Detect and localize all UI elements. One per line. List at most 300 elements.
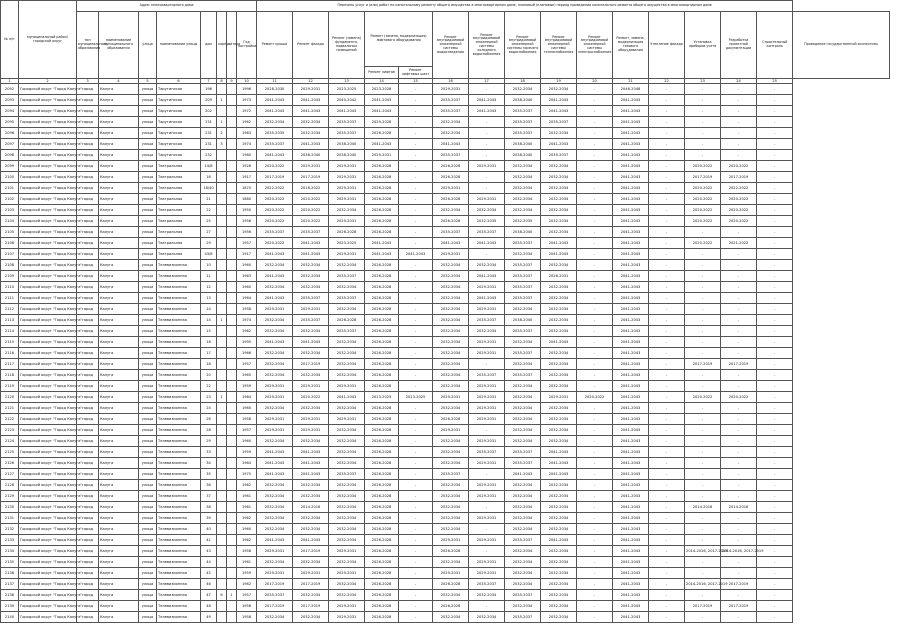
table-cell: 2026-2028 [365, 348, 399, 359]
table-cell: 2014-2016, 2017-2019 [721, 546, 757, 557]
table-cell [227, 238, 237, 249]
table-cell: - [757, 469, 793, 480]
table-cell: 48 [201, 601, 217, 612]
table-cell: 33 [201, 447, 217, 458]
table-cell: 1958 [237, 414, 257, 425]
table-cell: Городской округ "Город Калуга" [19, 183, 77, 194]
table-cell: 2014-2016 [685, 502, 721, 513]
table-cell: - [721, 95, 757, 106]
table-cell: 2041-2043 [541, 337, 577, 348]
table-cell: - [399, 590, 433, 601]
table-cell: - [577, 425, 613, 436]
table-cell: 2032-2034 [541, 524, 577, 535]
table-cell: Тарутинская [157, 139, 201, 150]
table-cell: 2032-2034 [433, 304, 469, 315]
table-cell: 2032-2034 [433, 128, 469, 139]
table-cell: 2032-2034 [541, 436, 577, 447]
table-cell: Калуга [99, 95, 139, 106]
table-cell: 2041-2043 [293, 139, 329, 150]
table-cell: Городской округ "Город Калуга" [19, 227, 77, 238]
table-cell: 2032-2034 [433, 502, 469, 513]
col-num-header: № п/п [1, 1, 19, 79]
table-cell: 2020-2022 [685, 161, 721, 172]
table-cell: Телевизионная [157, 491, 201, 502]
table-cell: 2038-2040 [505, 150, 541, 161]
table-cell: улица [139, 546, 157, 557]
table-cell: 2041-2043 [613, 557, 649, 568]
table-cell: 2017-2019 [721, 579, 757, 590]
table-cell: 2041-2043 [613, 359, 649, 370]
table-cell: улица [139, 403, 157, 414]
table-cell: 2125 [1, 447, 19, 458]
table-row [1, 436, 890, 447]
table-cell: 2026-2028 [365, 436, 399, 447]
table-cell: 2032-2034 [257, 491, 293, 502]
table-cell: 2127 [1, 469, 19, 480]
table-cell: - [685, 458, 721, 469]
table-cell: - [577, 128, 613, 139]
table-cell: - [577, 557, 613, 568]
table-cell: Калуга [99, 304, 139, 315]
table-cell: 2026-2028 [365, 337, 399, 348]
table-cell: 1962 [237, 535, 257, 546]
table-cell: Телевизионная [157, 579, 201, 590]
table-cell [227, 271, 237, 282]
table-cell: 2026-2028 [365, 260, 399, 271]
table-cell: - [649, 568, 685, 579]
table-cell: 2038-2040 [293, 150, 329, 161]
table-cell: - [649, 502, 685, 513]
table-cell: 2029-2031 [329, 546, 365, 557]
table-cell: город [77, 392, 99, 403]
table-cell: город [77, 271, 99, 282]
table-cell [217, 326, 227, 337]
table-cell: Тарутинская [157, 95, 201, 106]
table-cell: 2032-2034 [505, 557, 541, 568]
table-row [1, 480, 890, 491]
table-cell: 2041-2043 [613, 590, 649, 601]
table-cell: 1 [217, 315, 227, 326]
table-cell: 41 [201, 535, 217, 546]
table-cell: 2035-2037 [433, 150, 469, 161]
table-cell: 2026-2028 [365, 546, 399, 557]
table-cell: 2026-2028 [365, 271, 399, 282]
table-cell: - [399, 128, 433, 139]
table-cell: - [399, 447, 433, 458]
table-cell: - [757, 579, 793, 590]
table-cell: 2032-2034 [505, 403, 541, 414]
table-cell: 2041-2043 [613, 337, 649, 348]
table-cell: 2029-2031 [257, 392, 293, 403]
table-cell: - [757, 293, 793, 304]
table-cell: 1962 [237, 117, 257, 128]
table-cell: 2032-2034 [329, 447, 365, 458]
table-cell: 2029-2031 [329, 216, 365, 227]
table-cell: 2041-2043 [257, 249, 293, 260]
table-cell: 2041-2043 [365, 238, 399, 249]
table-cell: 2029-2031 [469, 513, 505, 524]
table-cell: 2032-2034 [329, 304, 365, 315]
table-cell: 2032-2034 [505, 436, 541, 447]
table-cell: 1957 [237, 359, 257, 370]
table-cell [217, 172, 227, 183]
table-cell: улица [139, 436, 157, 447]
table-cell: 202 [201, 106, 217, 117]
table-cell: 2041-2043 [365, 139, 399, 150]
table-cell: Калуга [99, 425, 139, 436]
table-cell: - [721, 568, 757, 579]
table-cell: 2026-2028 [365, 293, 399, 304]
table-cell: 2041-2043 [541, 469, 577, 480]
table-cell: 2138 [1, 590, 19, 601]
table-cell: - [685, 535, 721, 546]
table-cell: улица [139, 480, 157, 491]
table-cell: 22 [201, 205, 217, 216]
table-cell: - [721, 249, 757, 260]
table-cell: 2032-2034 [505, 502, 541, 513]
table-cell: 2032-2034 [541, 546, 577, 557]
table-cell: - [399, 194, 433, 205]
table-cell: город [77, 150, 99, 161]
table-cell: 2041-2043 [257, 535, 293, 546]
table-cell: Тарутинская [157, 150, 201, 161]
table-row [1, 535, 890, 546]
table-cell: 2020-2022 [293, 392, 329, 403]
table-cell: 2041-2043 [541, 139, 577, 150]
table-cell: 2041-2043 [293, 337, 329, 348]
table-cell: 18/40 [201, 183, 217, 194]
table-cell: 2032-2034 [329, 458, 365, 469]
table-cell: 2035-2037 [433, 469, 469, 480]
table-cell: 2035-2037 [469, 315, 505, 326]
table-cell: 1960 [237, 260, 257, 271]
table-cell: 2029-2031 [433, 425, 469, 436]
table-cell: 2032-2034 [257, 370, 293, 381]
table-cell: Городской округ "Город Калуга" [19, 238, 77, 249]
table-row [1, 447, 890, 458]
table-cell: 2041-2043 [541, 249, 577, 260]
table-cell: - [649, 271, 685, 282]
table-cell: 2032-2034 [293, 590, 329, 601]
table-cell: Телевизионная [157, 590, 201, 601]
table-cell: - [399, 205, 433, 216]
table-cell: 2122 [1, 414, 19, 425]
table-cell: 16 [201, 172, 217, 183]
table-cell: 2035-2037 [505, 128, 541, 139]
column-number: 17 [469, 79, 505, 84]
table-cell: Городской округ "Город Калуга" [19, 337, 77, 348]
table-cell: Городской округ "Город Калуга" [19, 535, 77, 546]
table-cell: 2035-2037 [505, 106, 541, 117]
table-cell: 1958 [237, 612, 257, 623]
table-cell: - [399, 436, 433, 447]
table-cell: - [399, 546, 433, 557]
table-cell: улица [139, 172, 157, 183]
table-cell: Калуга [99, 315, 139, 326]
table-cell: - [577, 183, 613, 194]
table-cell: 2104 [1, 216, 19, 227]
table-cell: 2026-2028 [365, 381, 399, 392]
table-row [1, 227, 890, 238]
table-cell [217, 183, 227, 194]
table-cell: 43 [201, 546, 217, 557]
table-cell: Городской округ "Город Калуга" [19, 172, 77, 183]
table-row [1, 524, 890, 535]
table-cell [227, 315, 237, 326]
table-cell: 2023-2028 [365, 84, 399, 95]
table-cell: 2032-2034 [433, 315, 469, 326]
col-cold-water-header: Ремонт внутридомовой инженерной системы холодного водоснабжения [469, 12, 505, 79]
table-cell: улица [139, 271, 157, 282]
table-cell: - [757, 128, 793, 139]
table-row [1, 172, 890, 183]
table-cell: 15 [201, 326, 217, 337]
table-cell: 2029-2031 [469, 491, 505, 502]
table-cell: Телевизионная [157, 546, 201, 557]
table-cell: Городской округ "Город Калуга" [19, 249, 77, 260]
table-cell: 2035-2037 [505, 348, 541, 359]
table-cell: Городской округ "Город Калуга" [19, 513, 77, 524]
table-cell: - [685, 249, 721, 260]
table-cell: Городской округ "Город Калуга" [19, 568, 77, 579]
table-cell: 2041-2043 [613, 381, 649, 392]
table-cell: 2032-2034 [293, 117, 329, 128]
table-cell: - [577, 348, 613, 359]
table-cell: - [649, 436, 685, 447]
table-cell: 2041-2043 [613, 535, 649, 546]
table-cell: 2029-2031 [293, 381, 329, 392]
table-cell [227, 557, 237, 568]
column-number: 18 [505, 79, 541, 84]
table-cell: 2029-2031 [469, 557, 505, 568]
table-cell: Городской округ "Город Калуга" [19, 425, 77, 436]
table-cell: 2041-2043 [365, 249, 399, 260]
table-cell: 2131 [1, 513, 19, 524]
table-cell: - [399, 579, 433, 590]
work-group-header: Перечень услуг и (или) работ по капитальному ремонту общего имущества в многоквартирном доме, плановый (плановые) период проведения капитального ремонта общего имущества в многоквартирном доме [257, 1, 793, 12]
table-cell: 2029-2028 [365, 117, 399, 128]
table-cell: 1870 [237, 183, 257, 194]
table-cell: Городской округ "Город Калуга" [19, 271, 77, 282]
table-cell [217, 524, 227, 535]
table-cell: - [757, 414, 793, 425]
table-cell: - [757, 480, 793, 491]
table-cell: 2029-2031 [257, 304, 293, 315]
table-cell: 2032-2034 [505, 359, 541, 370]
table-cell [217, 601, 227, 612]
table-cell: - [685, 106, 721, 117]
table-cell: Телевизионная [157, 370, 201, 381]
table-cell: улица [139, 469, 157, 480]
table-row [1, 139, 890, 150]
table-cell: Театральная [157, 172, 201, 183]
table-cell: Телевизионная [157, 348, 201, 359]
table-cell: - [649, 326, 685, 337]
table-cell: 2032-2034 [541, 194, 577, 205]
table-cell: 2041-2043 [613, 238, 649, 249]
table-cell: Городской округ "Город Калуга" [19, 95, 77, 106]
table-cell: Городской округ "Город Калуга" [19, 491, 77, 502]
table-cell: 1962 [237, 579, 257, 590]
table-cell: 2032-2034 [257, 260, 293, 271]
table-row [1, 249, 890, 260]
table-cell: 2032-2034 [505, 194, 541, 205]
table-cell: 2032-2034 [293, 524, 329, 535]
table-cell: - [399, 359, 433, 370]
table-cell: - [577, 238, 613, 249]
table-row [1, 359, 890, 370]
table-cell: 2113 [1, 315, 19, 326]
table-cell: - [469, 249, 505, 260]
table-cell: 2032-2034 [329, 579, 365, 590]
table-cell: Калуга [99, 117, 139, 128]
table-cell: 2041-2043 [613, 205, 649, 216]
table-cell: город [77, 381, 99, 392]
table-cell: Калуга [99, 106, 139, 117]
table-cell: 2038-2040 [329, 150, 365, 161]
table-cell: город [77, 414, 99, 425]
table-cell: 2032-2034 [505, 337, 541, 348]
table-cell: 2123 [1, 425, 19, 436]
table-cell: 1958 [237, 304, 257, 315]
table-row [1, 381, 890, 392]
table-cell: - [469, 425, 505, 436]
table-cell: 2107 [1, 249, 19, 260]
table-cell: - [649, 282, 685, 293]
table-cell: город [77, 359, 99, 370]
table-cell: 2032-2034 [541, 293, 577, 304]
table-cell: - [469, 469, 505, 480]
table-cell: 2035-2037 [469, 227, 505, 238]
table-cell: 2032-2034 [469, 260, 505, 271]
table-cell: 2026-2028 [433, 161, 469, 172]
table-cell: 2032-2034 [257, 403, 293, 414]
table-cell: город [77, 612, 99, 623]
table-cell: 2041-2043 [257, 447, 293, 458]
table-cell: 2020-2022 [257, 194, 293, 205]
table-cell: 2026-2028 [365, 568, 399, 579]
table-cell: Калуга [99, 612, 139, 623]
table-cell: - [685, 480, 721, 491]
table-cell: - [399, 260, 433, 271]
table-cell [227, 370, 237, 381]
table-cell: город [77, 546, 99, 557]
table-cell: Телевизионная [157, 381, 201, 392]
table-cell: 1974 [237, 139, 257, 150]
table-cell: Калуга [99, 216, 139, 227]
table-cell: Калуга [99, 414, 139, 425]
table-cell: Тарутинская [157, 128, 201, 139]
table-cell: 2099 [1, 161, 19, 172]
table-cell: - [685, 447, 721, 458]
table-cell: Калуга [99, 271, 139, 282]
table-cell: Калуга [99, 535, 139, 546]
table-cell: 2026-2028 [365, 414, 399, 425]
table-cell: 2032-2034 [329, 502, 365, 513]
table-cell: 2035-2037 [329, 117, 365, 128]
table-cell: - [757, 524, 793, 535]
table-cell [227, 436, 237, 447]
table-cell: 2140 [1, 612, 19, 623]
table-cell: 1957 [237, 238, 257, 249]
table-cell: Телевизионная [157, 535, 201, 546]
table-cell: - [399, 425, 433, 436]
table-cell: 2029-2031 [469, 381, 505, 392]
table-cell: 2018-2022 [293, 183, 329, 194]
table-cell: 2029-2031 [329, 568, 365, 579]
table-cell: 2041-2043 [469, 95, 505, 106]
table-cell: Телевизионная [157, 260, 201, 271]
table-cell: - [399, 315, 433, 326]
table-cell: Телевизионная [157, 425, 201, 436]
table-cell: 2032-2034 [433, 260, 469, 271]
table-cell: 29 [201, 238, 217, 249]
table-cell: 1962 [237, 513, 257, 524]
table-cell: - [757, 392, 793, 403]
table-cell: 2134 [1, 546, 19, 557]
table-cell: 2041-2043 [613, 183, 649, 194]
table-cell: - [577, 95, 613, 106]
table-cell: - [577, 315, 613, 326]
table-cell: город [77, 95, 99, 106]
table-cell: - [469, 117, 505, 128]
table-cell: 2026-2028 [433, 172, 469, 183]
table-cell: 2026-2028 [365, 612, 399, 623]
column-number: 5 [139, 79, 157, 84]
table-cell: 39 [201, 513, 217, 524]
table-cell: улица [139, 282, 157, 293]
table-cell: Калуга [99, 359, 139, 370]
table-row [1, 579, 890, 590]
table-cell: - [757, 205, 793, 216]
table-cell: 2032-2035 [469, 216, 505, 227]
table-cell: 2041-2043 [613, 491, 649, 502]
table-cell [227, 95, 237, 106]
table-cell: - [757, 227, 793, 238]
table-cell: - [577, 458, 613, 469]
table-cell: 2029-2031 [329, 161, 365, 172]
table-cell: 2035-2037 [293, 227, 329, 238]
table-cell: 2026-2028 [365, 480, 399, 491]
table-cell: - [649, 161, 685, 172]
table-cell: 2095 [1, 117, 19, 128]
table-cell: 2139 [1, 601, 19, 612]
table-cell: 2032-2034 [257, 282, 293, 293]
table-cell: Городской округ "Город Калуга" [19, 161, 77, 172]
table-cell: 2014-2016, 2017-2019 [685, 579, 721, 590]
table-cell: 2096 [1, 128, 19, 139]
table-cell: 2032-2034 [257, 359, 293, 370]
table-cell: 2041-2043 [613, 480, 649, 491]
table-cell: 2032-2034 [541, 612, 577, 623]
table-cell: 2032-2034 [257, 524, 293, 535]
table-cell: 37 [201, 491, 217, 502]
table-cell: - [757, 568, 793, 579]
table-cell: 2032-2034 [433, 359, 469, 370]
table-cell: 2032-2034 [433, 337, 469, 348]
table-cell: Городской округ "Город Калуга" [19, 106, 77, 117]
table-cell: 2026-2028 [329, 315, 365, 326]
table-cell: 2032-2034 [541, 84, 577, 95]
table-cell: - [649, 348, 685, 359]
table-cell: Телевизионная [157, 403, 201, 414]
table-cell: 2041-2043 [399, 249, 433, 260]
table-cell: 2026-2028 [365, 513, 399, 524]
table-cell: Телевизионная [157, 480, 201, 491]
table-cell: - [649, 106, 685, 117]
table-cell: 2029-2031 [257, 568, 293, 579]
column-number: 3 [77, 79, 99, 84]
